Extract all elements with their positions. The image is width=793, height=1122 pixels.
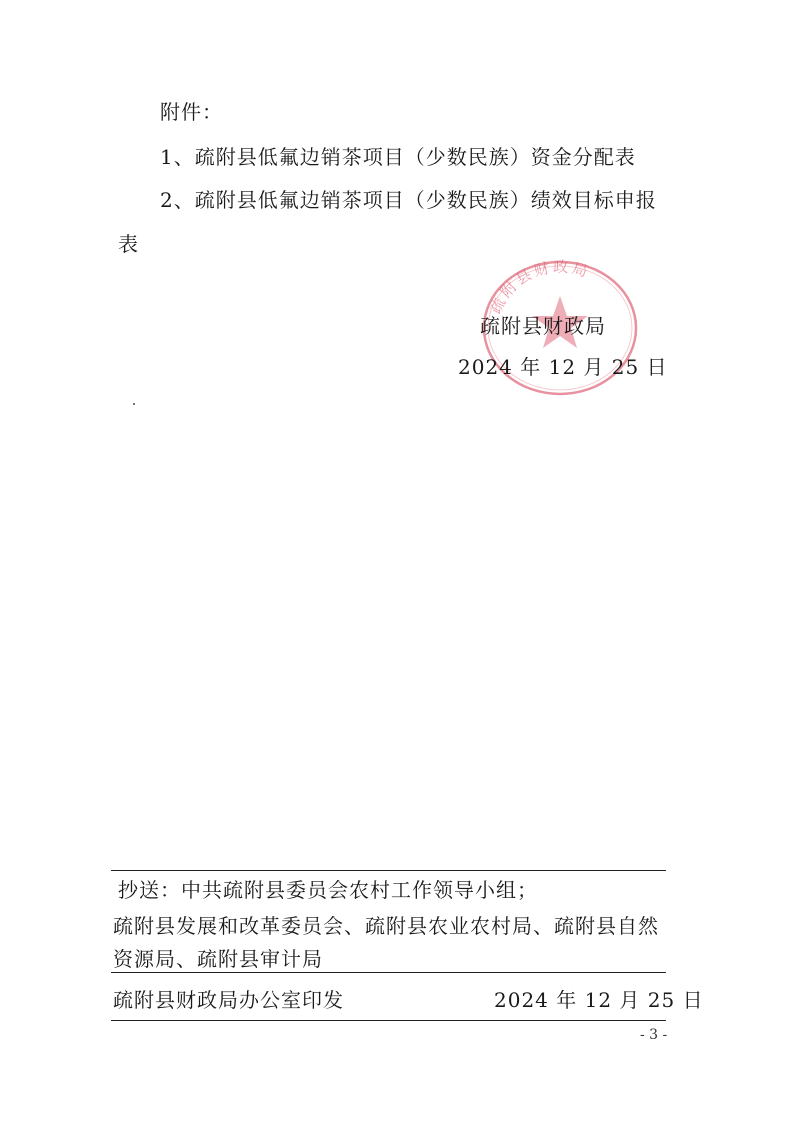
page-number: - 3 - [640, 1027, 668, 1043]
footer-top-rule [111, 870, 666, 871]
svg-text:疏附县财政局: 疏附县财政局 [486, 258, 593, 317]
issue-date: 2024 年 12 月 25 日 [458, 355, 668, 379]
issuer-name: 疏附县财政局 [480, 314, 606, 338]
printer-label: 疏附县财政局办公室印发 [113, 988, 344, 1012]
cc-line-1: 抄送：中共疏附县委员会农村工作领导小组； [118, 878, 538, 902]
footer-bottom-rule [111, 1020, 666, 1021]
cc-line-2: 疏附县发展和改革委员会、疏附县农业农村局、疏附县自然 [113, 914, 659, 938]
attachment-item-2: 2、疏附县低氟边销茶项目（少数民族）绩效目标申报 [160, 188, 657, 212]
cc-line-3: 资源局、疏附县审计局 [113, 947, 323, 971]
print-date: 2024 年 12 月 25 日 [494, 988, 704, 1012]
attachment-item-1: 1、疏附县低氟边销茶项目（少数民族）资金分配表 [160, 145, 636, 169]
attachments-heading: 附件： [160, 100, 223, 124]
footer-middle-rule [111, 972, 666, 973]
attachment-item-2-continued: 表 [118, 232, 139, 256]
scan-speck [133, 403, 135, 405]
